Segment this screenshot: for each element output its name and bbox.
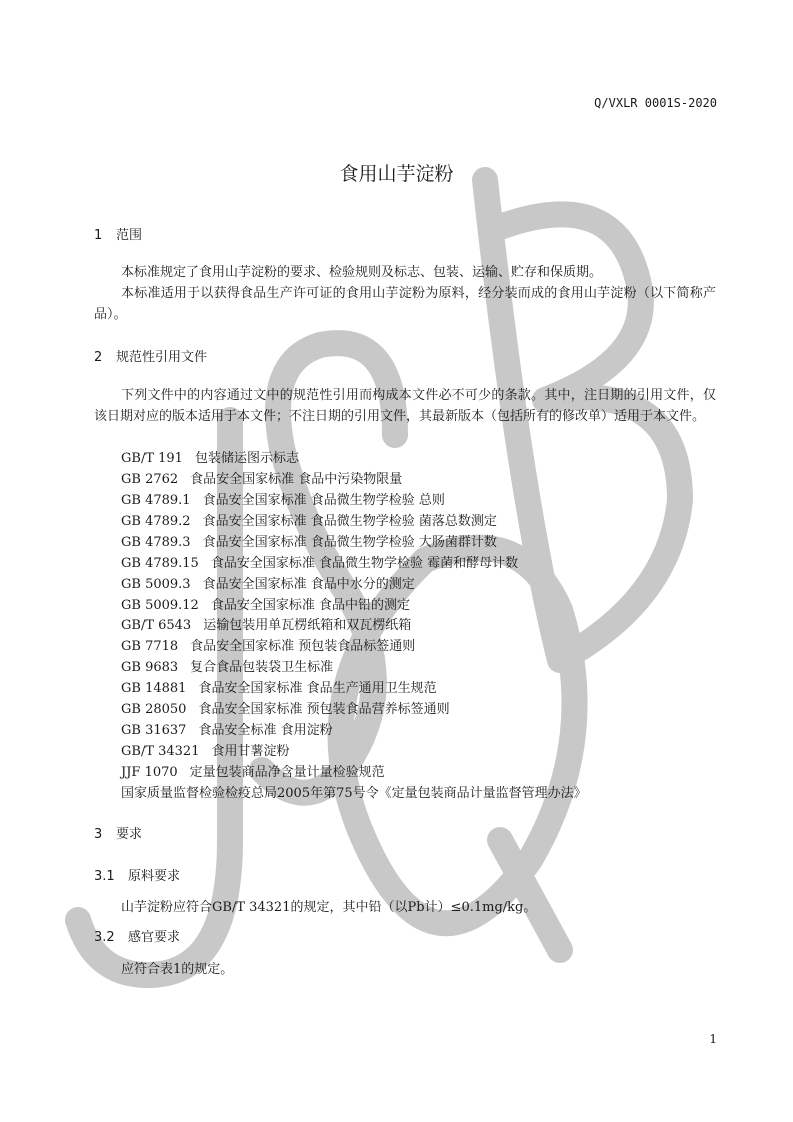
subsection-title: 感官要求 <box>128 930 181 945</box>
scope-paragraph-1: 本标准规定了食用山芋淀粉的要求、检验规则及标志、包装、运输、贮存和保质期。 <box>121 265 603 280</box>
reference-code: GB 7718 <box>121 639 179 654</box>
reference-name: 食品安全国家标准 食品生产通用卫生规范 <box>198 681 437 696</box>
reference-item <box>121 510 497 529</box>
reference-code: GB/T 191 <box>121 451 183 466</box>
reference-item <box>121 489 445 508</box>
reference-code: JJF 1070 <box>121 765 178 780</box>
reference-item <box>121 698 450 717</box>
reference-name: 复合食品包装袋卫生标准 <box>190 660 334 675</box>
reference-code: GB 9683 <box>121 660 179 675</box>
raw-material-requirement-text: 山芋淀粉应符合GB/T 34321的规定，其中铅（以Pb计）≤0.1mg/kg。 <box>121 900 537 915</box>
reference-name: 食用甘薯淀粉 <box>211 744 290 759</box>
reference-name: 食品安全国家标准 食品微生物学检验 大肠菌群计数 <box>202 535 497 550</box>
reference-name: 定量包装商品净含量计量检验规范 <box>189 765 385 780</box>
section-number: 3 <box>94 827 103 842</box>
subsection-3-2-heading <box>94 926 180 945</box>
reference-name: 食品安全国家标准 预包装食品标签通则 <box>190 639 416 654</box>
reference-code: GB 5009.3 <box>121 577 191 592</box>
document-code: Q/VXLR 0001S-2020 <box>594 96 717 110</box>
reference-name: 食品安全国家标准 食品中铅的测定 <box>210 598 410 613</box>
reference-name: 运输包装用单瓦楞纸箱和双瓦楞纸箱 <box>203 618 412 633</box>
section-title: 规范性引用文件 <box>116 350 208 365</box>
subsection-3-1-heading <box>94 865 180 884</box>
references-intro-paragraph: 下列文件中的内容通过文中的规范性引用而构成本文件必不可少的条款。其中，注日期的引用文件，仅该日期对应的版本适用于本文件；不注日期的引用文件，其最新版本（包括所有的修改单）适用于本文件。 <box>94 388 716 424</box>
section-number: 2 <box>94 350 103 365</box>
reference-item <box>121 635 415 654</box>
reference-item <box>121 677 437 696</box>
reference-item-regulation: 国家质量监督检验检疫总局2005年第75号令《定量包装商品计量监督管理办法》 <box>121 786 587 801</box>
reference-item <box>121 468 402 487</box>
reference-code: GB/T 6543 <box>121 618 192 633</box>
reference-item <box>121 447 299 466</box>
reference-item <box>121 719 333 738</box>
section-2-heading <box>94 346 207 365</box>
reference-code: GB 4789.15 <box>121 556 199 571</box>
reference-code: GB/T 34321 <box>121 744 200 759</box>
reference-name: 包装储运图示标志 <box>194 451 299 466</box>
reference-code: GB 4789.1 <box>121 493 191 508</box>
page-number: 1 <box>709 1032 717 1046</box>
reference-item <box>121 656 333 675</box>
reference-name: 食品安全国家标准 食品中污染物限量 <box>190 472 403 487</box>
reference-code: GB 28050 <box>121 702 187 717</box>
subsection-title: 原料要求 <box>128 869 181 884</box>
reference-code: GB 4789.3 <box>121 535 191 550</box>
reference-name: 食品安全标准 食用淀粉 <box>198 723 333 738</box>
section-number: 1 <box>94 228 103 243</box>
reference-name: 食品安全国家标准 食品微生物学检验 霉菌和酵母计数 <box>210 556 519 571</box>
reference-item <box>121 594 410 613</box>
reference-name: 食品安全国家标准 食品中水分的测定 <box>202 577 415 592</box>
reference-item <box>121 614 411 633</box>
reference-item <box>121 573 415 592</box>
reference-item <box>121 761 385 780</box>
reference-code: GB 14881 <box>121 681 187 696</box>
reference-item <box>121 552 518 571</box>
reference-code: GB 5009.12 <box>121 598 199 613</box>
reference-item <box>121 740 290 759</box>
section-title: 要求 <box>116 827 143 842</box>
reference-code: GB 4789.2 <box>121 514 191 529</box>
reference-name: 食品安全国家标准 食品微生物学检验 菌落总数测定 <box>202 514 497 529</box>
subsection-number: 3.1 <box>94 869 115 884</box>
sensory-requirement-text: 应符合表1的规定。 <box>121 962 234 977</box>
section-title: 范围 <box>116 228 143 243</box>
reference-item <box>121 531 497 550</box>
subsection-number: 3.2 <box>94 930 115 945</box>
section-3-heading <box>94 823 142 842</box>
scope-paragraph-2: 本标准适用于以获得食品生产许可证的食用山芋淀粉为原料，经分装而成的食用山芋淀粉（以下简称产品）。 <box>94 286 716 322</box>
reference-name: 食品安全国家标准 预包装食品营养标签通则 <box>198 702 450 717</box>
reference-code: GB 31637 <box>121 723 187 738</box>
reference-code: GB 2762 <box>121 472 179 487</box>
section-1-heading <box>94 224 142 243</box>
document-title: 食用山芋淀粉 <box>339 163 454 185</box>
reference-name: 食品安全国家标准 食品微生物学检验 总则 <box>202 493 445 508</box>
